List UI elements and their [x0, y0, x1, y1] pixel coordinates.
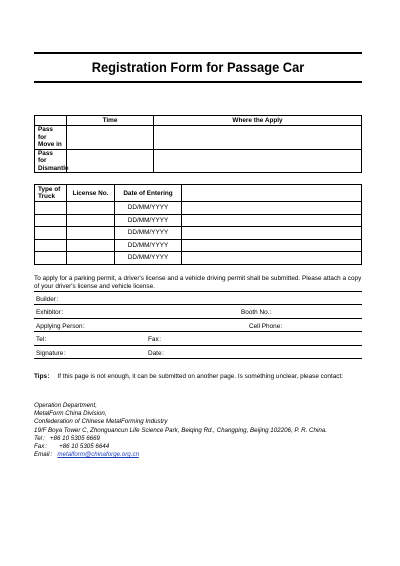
tel-label: Tel： — [36, 336, 51, 343]
title-top-rule — [34, 52, 362, 54]
truck-extra-header — [182, 185, 362, 202]
truck-extra-cell[interactable] — [182, 214, 362, 227]
truck-row — [35, 214, 362, 227]
truck-type-cell[interactable] — [35, 214, 67, 227]
truck-header-row — [35, 185, 362, 202]
contact-email-label: Email： — [34, 451, 56, 459]
license-no-header: License No. — [67, 185, 115, 202]
contact-line: MetalForm China Division, — [34, 410, 107, 418]
truck-type-cell[interactable] — [35, 202, 67, 215]
truck-extra-cell[interactable] — [182, 239, 362, 252]
fax-label: Fax： — [148, 336, 166, 343]
time-header: Time — [67, 116, 154, 126]
truck-extra-cell[interactable] — [182, 252, 362, 265]
truck-type-cell[interactable] — [35, 227, 67, 240]
pass-dismantle-where-cell[interactable] — [154, 149, 362, 173]
license-no-cell[interactable] — [67, 239, 115, 252]
signature-label: Signature： — [36, 349, 70, 357]
pass-dismantle-label: Pass for Dismantle — [35, 149, 67, 173]
truck-type-cell[interactable] — [35, 252, 67, 265]
contact-line: Confederation of Chinese MetalForming Industry — [34, 418, 168, 426]
cell-phone-label: Cell Phone： — [249, 322, 287, 330]
license-no-cell[interactable] — [67, 202, 115, 215]
pass-time-header-row — [35, 116, 362, 126]
pass-move-in-where-cell[interactable] — [154, 126, 362, 150]
contact-email-link[interactable]: metalform@chinaforge.org.cn — [57, 451, 140, 459]
tips-text: If this page is not enough, it can be submitted on another page. Is something unclear, please contact: — [57, 373, 344, 380]
pass-time-table — [34, 115, 362, 173]
form-title: Registration Form for Passage Car — [91, 59, 305, 75]
booth-no-label: Booth No.： — [241, 309, 276, 316]
contact-line: Operation Department, — [34, 402, 97, 409]
signature-date-row[interactable] — [34, 346, 362, 360]
date-of-entering-cell[interactable]: DD/MM/YYYY — [115, 252, 182, 265]
contact-block — [34, 402, 362, 459]
permit-info-text: To apply for a parking permit, a driver's license and a vehicle driving permit shall be submitted. Please attach a copy of your driver's license and vehicle license. — [34, 274, 362, 290]
where-apply-header: Where the Apply — [154, 116, 362, 126]
applying-person-label: Applying Person： — [36, 322, 89, 330]
pass-dismantle-row — [35, 149, 362, 173]
contact-address: 19/F Boya Tower C, Zhonguancun Life Science Park, Beiqing Rd., Changping, Beijing 102206, P. R. China. — [34, 426, 327, 434]
type-of-truck-header: Type of Truck — [35, 185, 67, 202]
applying-person-row[interactable] — [34, 319, 362, 333]
builder-row[interactable] — [34, 291, 362, 306]
date-of-entering-header: Date of Entering — [115, 185, 182, 202]
truck-row — [35, 252, 362, 265]
truck-row — [35, 227, 362, 240]
date-label: Date： — [148, 349, 168, 357]
pass-move-in-row — [35, 126, 362, 150]
truck-extra-cell[interactable] — [182, 202, 362, 215]
title-bottom-rule — [34, 81, 362, 83]
date-of-entering-cell[interactable]: DD/MM/YYYY — [115, 227, 182, 240]
registration-form — [34, 52, 362, 459]
truck-type-cell[interactable] — [35, 239, 67, 252]
license-no-cell[interactable] — [67, 227, 115, 240]
tips-label: Tips： — [34, 373, 54, 380]
truck-row — [35, 202, 362, 215]
tips — [34, 371, 362, 380]
pass-move-in-label: Pass for Move in — [35, 126, 67, 150]
truck-row — [35, 239, 362, 252]
pass-time-header-empty — [35, 116, 67, 126]
date-of-entering-cell[interactable]: DD/MM/YYYY — [115, 239, 182, 252]
contact-fax: Fax： +86 10 5305 6644 — [34, 443, 110, 451]
truck-extra-cell[interactable] — [182, 227, 362, 240]
exhibitor-label: Exhibitor： — [36, 309, 68, 316]
license-no-cell[interactable] — [67, 252, 115, 265]
builder-label: Builder： — [36, 295, 63, 303]
pass-move-in-time-cell[interactable] — [67, 126, 154, 150]
pass-dismantle-time-cell[interactable] — [67, 149, 154, 173]
truck-table — [34, 184, 362, 265]
date-of-entering-cell[interactable]: DD/MM/YYYY — [115, 214, 182, 227]
contact-tel: Tel： +86 10 5305 6669 — [34, 434, 100, 442]
exhibitor-row[interactable] — [34, 305, 362, 319]
date-of-entering-cell[interactable]: DD/MM/YYYY — [115, 202, 182, 215]
tel-fax-row[interactable] — [34, 332, 362, 346]
license-no-cell[interactable] — [67, 214, 115, 227]
contact-email-line — [34, 451, 362, 459]
